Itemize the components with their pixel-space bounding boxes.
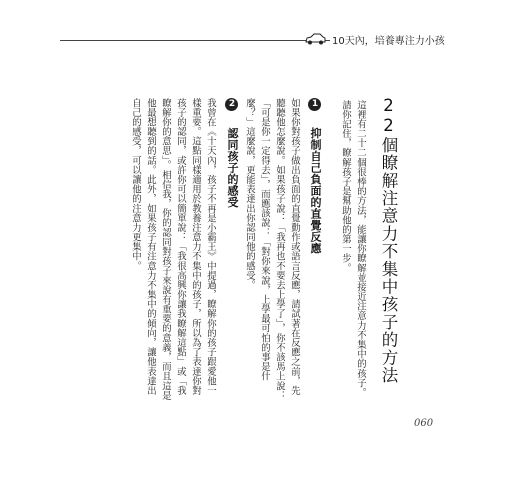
section-1-heading bbox=[307, 98, 323, 254]
section-1-heading-text: 抑制自己負面的直覺反應 bbox=[309, 127, 322, 254]
car-icon bbox=[304, 33, 326, 45]
section-2-heading-text: 認同孩子的感受 bbox=[226, 127, 239, 208]
running-header: 10天內，培養專注力小孩 bbox=[330, 32, 447, 47]
section-1-body: 如果你對孩子做出負面的直覺動作或語言反應，請試著在反應之前，先聽聽他怎麼說。如果孩子說：「我再也不要去上學了」，你不該馬上說：「可是你一定得去」，而應該說：「對你來說，上學最可怕的事是什麼？」這麼說，更能表達出你認同他的感受。 bbox=[244, 98, 300, 401]
section-1-number-badge: 1 bbox=[310, 99, 320, 110]
chapter-title: 22個瞭解注意力不集中孩子的方法 bbox=[379, 96, 398, 385]
chapter-intro: 這裡有二十二個很棒的方法，能讓你瞭解並接近注意力不集中的孩子。請你記住，瞭解孩子是幫助他的第一步。 bbox=[340, 100, 366, 398]
page-number: 060 bbox=[414, 418, 434, 429]
section-2-heading bbox=[224, 98, 240, 208]
section-2-body: 我曾在《十天內，孩子不再是小霸王》中提過，瞭解你的孩子跟愛他一樣重要。這點同樣適用於教養注意力不集中的孩子，所以為了表達你對孩子的認同，或許你可以簡單說：「我很高興你讓我瞭解這點」或「我瞭解你的意思」。相信我，你的認同對孩子來說有重要的意義，而且這是他最想聽到的話。此外，如果孩子有注意力不集中的傾向，讓他表達出自己的感受，可以讓他的注意力更集中。 bbox=[130, 98, 216, 401]
section-2-number-badge: 2 bbox=[227, 99, 237, 110]
